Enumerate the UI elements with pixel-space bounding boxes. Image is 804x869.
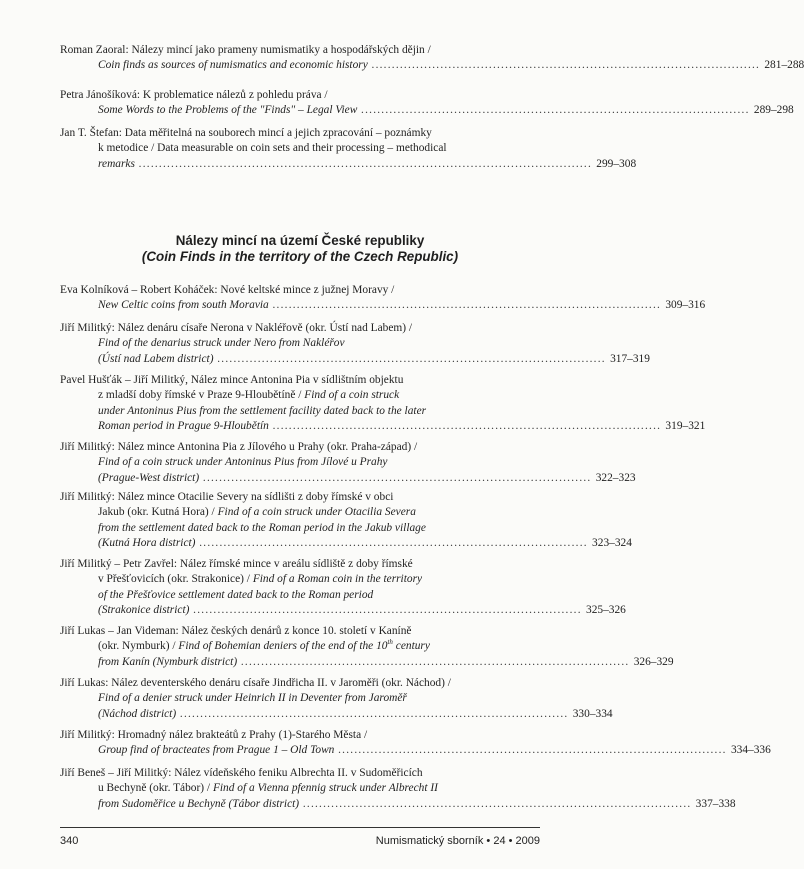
toc-entry-continuation: Find of a denier struck under Heinrich II in Deventer from Jaroměř bbox=[98, 692, 407, 705]
toc-page-range: 299–308 bbox=[596, 157, 637, 170]
toc-entry-nero bbox=[60, 321, 650, 367]
leader-dots: ................................................................................................ bbox=[371, 59, 761, 72]
toc-entry-continuation: under Antoninus Pius from the settlement facility dated back to the later bbox=[98, 404, 427, 417]
toc-page-range: 319–321 bbox=[665, 419, 706, 432]
leader-dots: ................................................................................................................ bbox=[138, 157, 593, 170]
toc-entry-title: Jiří Beneš – Jiří Militký: Nález vídeňského feniku Albrechta II. v Sudoměřicích bbox=[60, 767, 423, 779]
section-heading bbox=[60, 233, 540, 265]
toc-entry-translation: (Náchod district) bbox=[98, 707, 177, 720]
toc-entry-title: Jiří Militký: Nález mince Otacilie Severy na sídlišti z doby římské v obci bbox=[60, 491, 394, 503]
toc-entry-kanin bbox=[60, 624, 674, 670]
toc-entry-title: Jiří Lukas – Jan Videman: Nález českých denárů z konce 10. století v Kaníně bbox=[60, 625, 412, 637]
toc-entry-title: Jiří Militký: Nález denáru císaře Nerona v Nakléřově (okr. Ústí nad Labem) / bbox=[60, 322, 413, 334]
toc-page-range: 326–329 bbox=[633, 655, 674, 668]
toc-entry-continuation: Find of a coin struck under Antoninus Pius from Jílové u Prahy bbox=[98, 456, 388, 469]
toc-entry-last-line bbox=[60, 471, 636, 486]
toc-entry-continuation: of the Přešťovice settlement dated back to the Roman period bbox=[98, 588, 374, 601]
toc-entry-sudomerice bbox=[60, 766, 736, 812]
toc-page-range: 323–324 bbox=[592, 536, 632, 549]
toc-entry-translation: New Celtic coins from south Moravia bbox=[98, 299, 269, 312]
toc-page-range: 325–326 bbox=[586, 603, 626, 616]
toc-entry-last-line bbox=[60, 536, 632, 551]
leader-dots: ................................................................................................ bbox=[193, 603, 582, 616]
toc-entry-last-line bbox=[60, 707, 613, 722]
toc-entry-last-line bbox=[60, 157, 637, 172]
section-subtitle: (Coin Finds in the territory of the Czech Republic) bbox=[141, 249, 459, 264]
toc-entry-deventer bbox=[60, 676, 613, 722]
page-footer bbox=[60, 835, 540, 847]
toc-entry-last-line bbox=[60, 655, 674, 670]
toc-entry-hustak bbox=[60, 373, 706, 434]
toc-entry-title: Roman Zaoral: Nálezy mincí jako prameny numismatiky a hospodářských dějin / bbox=[60, 44, 431, 56]
toc-entry-continuation: Jakub (okr. Kutná Hora) / Find of a coin struck under Otacilia Severa bbox=[98, 506, 416, 519]
toc-entry-continuation: from the settlement dated back to the Roman period in the Jakub village bbox=[98, 521, 426, 534]
toc-entry-title: Jiří Lukas: Nález deventerského denáru císaře Jindřicha II. v Jaroměři (okr. Náchod) / bbox=[60, 677, 451, 689]
toc-page-range: 289–298 bbox=[753, 104, 794, 117]
toc-entry-translation: from Kanín (Nymburk district) bbox=[98, 655, 238, 668]
toc-entry-last-line bbox=[60, 352, 650, 367]
toc-entry-continuation: (okr. Nymburk) / Find of Bohemian deniers of the end of the 10th century bbox=[98, 638, 430, 653]
toc-entry-translation: (Strakonice district) bbox=[98, 603, 190, 616]
toc-entry-translation: Roman period in Prague 9-Hloubětín bbox=[98, 419, 269, 432]
journal-title: Numismatický sborník • 24 • 2009 bbox=[375, 835, 540, 847]
leader-dots: ................................................................................................ bbox=[272, 419, 662, 432]
leader-dots: ................................................................................................ bbox=[272, 299, 662, 312]
toc-entry-last-line bbox=[60, 797, 736, 812]
toc-entry-title: Pavel Hušťák – Jiří Militký, Nález mince Antonina Pia v sídlištním objektu bbox=[60, 374, 404, 386]
leader-dots: ................................................................................................ bbox=[199, 536, 589, 549]
toc-page-range: 281–288 bbox=[764, 59, 804, 72]
toc-entry-last-line bbox=[60, 419, 706, 434]
toc-entry-translation: (Prague-West district) bbox=[98, 471, 200, 484]
toc-entry-last-line bbox=[60, 743, 771, 758]
toc-entry-zaoral bbox=[60, 43, 804, 74]
toc-entry-last-line bbox=[60, 58, 804, 73]
toc-entry-title: Jan T. Štefan: Data měřitelná na souborech mincí a jejich zpracování – poznámky bbox=[60, 127, 432, 139]
toc-entry-translation: Coin finds as sources of numismatics and economic history bbox=[98, 59, 368, 72]
toc-page-range: 337–338 bbox=[695, 797, 736, 810]
leader-dots: ................................................................................................ bbox=[180, 707, 569, 720]
toc-page-range: 317–319 bbox=[610, 352, 650, 365]
toc-entry-otacilia bbox=[60, 490, 632, 551]
toc-entry-continuation: z mladší doby římské v Praze 9-Hloubětíně / Find of a coin struck bbox=[98, 389, 400, 402]
toc-entry-continuation: k metodice / Data measurable on coin sets and their processing – methodical bbox=[98, 142, 447, 155]
leader-dots: ................................................................................................ bbox=[361, 104, 750, 117]
toc-entry-stefan bbox=[60, 126, 637, 172]
toc-page-range: 322–323 bbox=[595, 471, 636, 484]
toc-entry-continuation: Find of the denarius struck under Nero from Nakléřov bbox=[98, 337, 345, 350]
toc-entry-translation: Some Words to the Problems of the "Finds" – Legal View bbox=[98, 104, 358, 117]
toc-entry-jilove bbox=[60, 440, 636, 486]
toc-entry-translation: (Ústí nad Labem district) bbox=[98, 352, 214, 365]
toc-entry-prestovice bbox=[60, 557, 626, 618]
section-title: Nálezy mincí na území České republiky bbox=[175, 233, 425, 248]
toc-entry-title: Jiří Militký: Nález mince Antonina Pia z Jílového u Prahy (okr. Praha-západ) / bbox=[60, 441, 418, 453]
toc-page-range: 309–316 bbox=[665, 299, 706, 312]
footer-rule bbox=[60, 827, 540, 828]
toc-entry-kolnikova bbox=[60, 283, 706, 314]
toc-entry-bracteates bbox=[60, 728, 771, 759]
toc-entry-last-line bbox=[60, 603, 626, 618]
toc-entry-title: Petra Jánošíková: K problematice nálezů z pohledu práva / bbox=[60, 89, 328, 101]
page-number: 340 bbox=[60, 835, 79, 847]
leader-dots: ................................................................................................ bbox=[338, 744, 727, 757]
toc-entry-title: Eva Kolníková – Robert Koháček: Nové keltské mince z južnej Moravy / bbox=[60, 284, 395, 296]
leader-dots: ................................................................................................ bbox=[241, 655, 630, 668]
leader-dots: ................................................................................................ bbox=[217, 352, 607, 365]
toc-entry-continuation: v Přešťovicích (okr. Strakonice) / Find of a Roman coin in the territory bbox=[98, 573, 423, 586]
toc-entry-title: Jiří Militký: Hromadný nález brakteátů z Prahy (1)-Starého Města / bbox=[60, 729, 368, 741]
toc-entry-translation: remarks bbox=[98, 157, 135, 170]
toc-entry-janosikova bbox=[60, 88, 794, 119]
toc-entry-continuation: u Bechyně (okr. Tábor) / Find of a Vienna pfennig struck under Albrecht II bbox=[98, 782, 438, 795]
toc-entry-translation: (Kutná Hora district) bbox=[98, 536, 196, 549]
toc-entry-title: Jiří Militký – Petr Zavřel: Nález římské mince v areálu sídliště z doby římské bbox=[60, 558, 413, 570]
toc-entry-last-line bbox=[60, 298, 706, 313]
toc-entry-last-line bbox=[60, 103, 794, 118]
toc-page-range: 330–334 bbox=[572, 707, 613, 720]
toc-page-range: 334–336 bbox=[730, 744, 771, 757]
toc-entry-translation: Group find of bracteates from Prague 1 – Old Town bbox=[98, 744, 335, 757]
toc-entry-translation: from Sudoměřice u Bechyně (Tábor district) bbox=[98, 797, 300, 810]
leader-dots: ................................................................................................ bbox=[303, 797, 692, 810]
leader-dots: ................................................................................................ bbox=[203, 471, 592, 484]
